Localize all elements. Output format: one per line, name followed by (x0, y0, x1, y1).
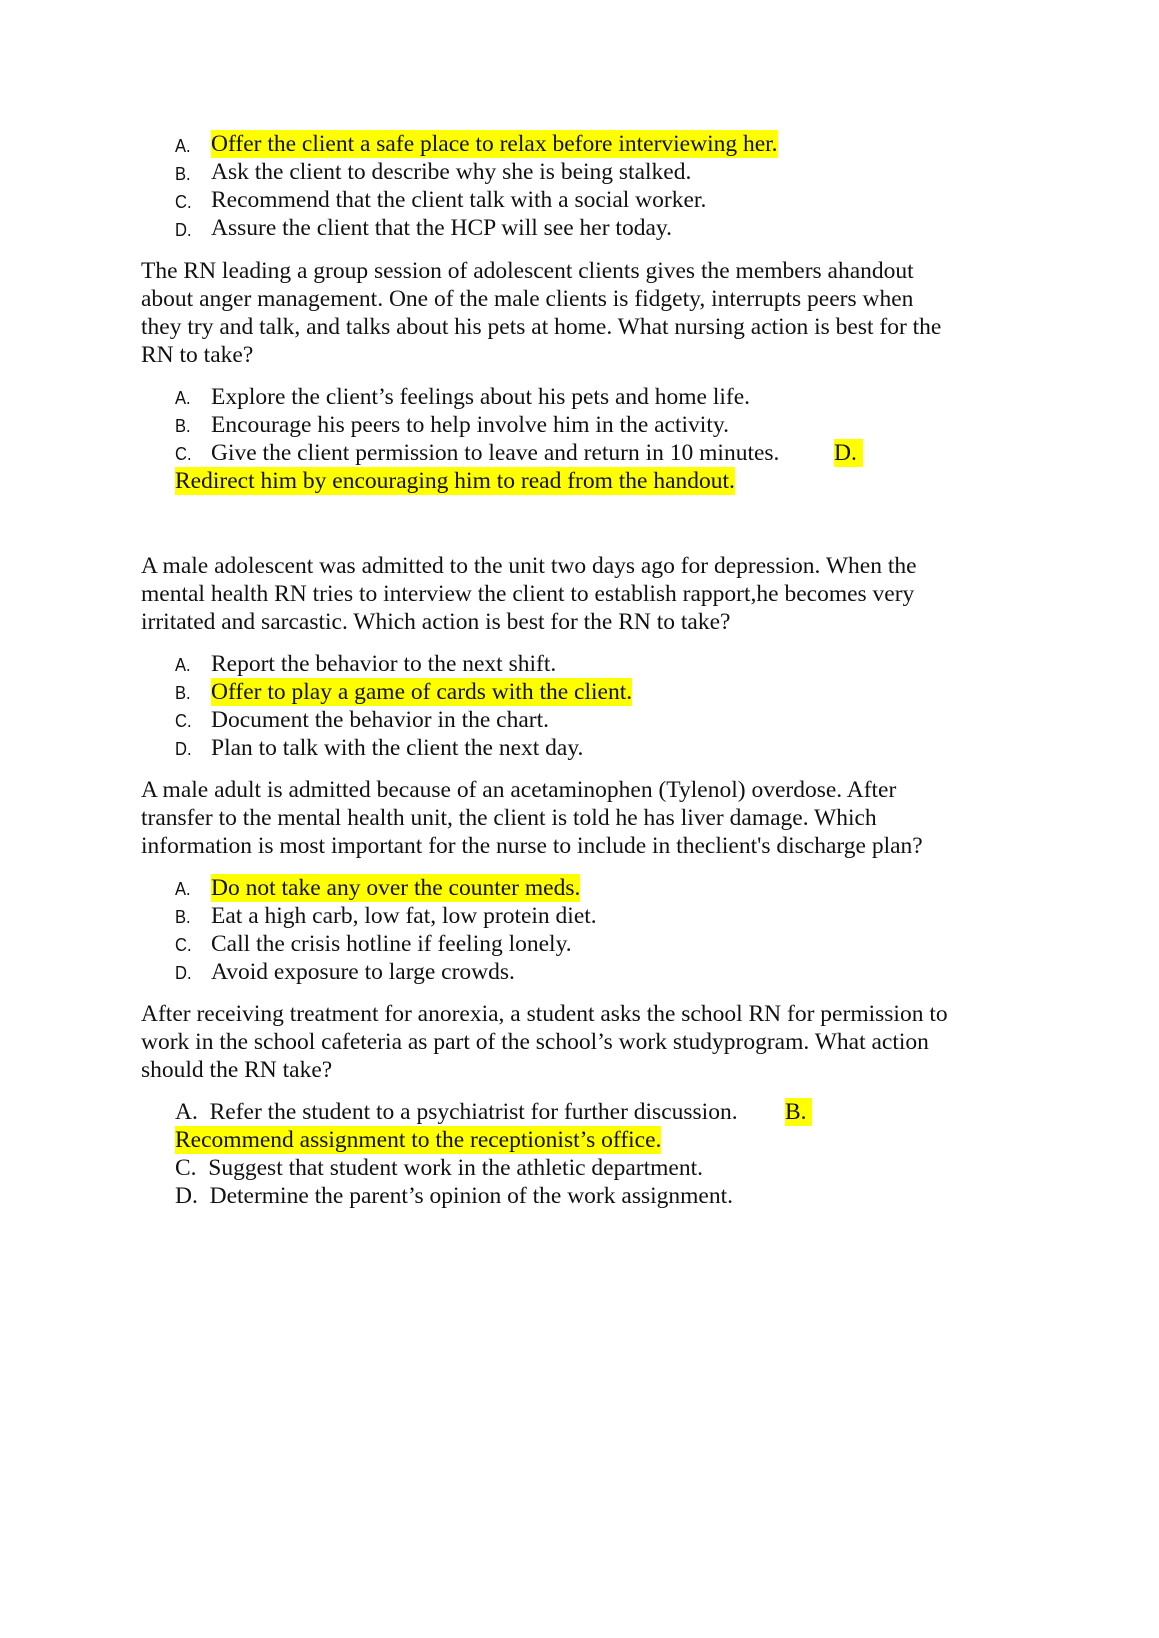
option-letter: A. (175, 388, 191, 408)
question-stem-line: work in the school cafeteria as part of the school’s work studyprogram. What action (141, 1029, 929, 1055)
option-text: A. Refer the student to a psychiatrist for further discussion. (175, 1099, 738, 1125)
option-text-highlighted: Do not take any over the counter meds. (211, 875, 581, 901)
question-stem-line: irritated and sarcastic. Which action is best for the RN to take? (141, 609, 731, 635)
question-stem-line: about anger management. One of the male clients is fidgety, interrupts peers when (141, 286, 914, 312)
option-letter: D. (175, 739, 192, 759)
question-stem-line: A male adolescent was admitted to the unit two days ago for depression. When the (141, 553, 917, 579)
option-letter: B. (175, 416, 191, 436)
question-stem-line: A male adult is admitted because of an acetaminophen (Tylenol) overdose. After (141, 777, 897, 803)
option-text-highlighted: Offer to play a game of cards with the client. (211, 679, 633, 705)
question-stem-line: The RN leading a group session of adolescent clients gives the members ahandout (141, 258, 914, 284)
option-text: Explore the client’s feelings about his pets and home life. (211, 384, 751, 410)
option-text: Encourage his peers to help involve him in the activity. (211, 412, 729, 438)
option-letter: C. (175, 444, 192, 464)
question-stem-line: RN to take? (141, 342, 254, 368)
option-text-highlighted: Offer the client a safe place to relax before interviewing her. (211, 131, 778, 157)
option-text: C. Suggest that student work in the athletic department. (175, 1155, 703, 1181)
option-text: Document the behavior in the chart. (211, 707, 550, 733)
option-text: Avoid exposure to large crowds. (211, 959, 515, 985)
option-text: Eat a high carb, low fat, low protein diet. (211, 903, 597, 929)
option-text: Ask the client to describe why she is being stalked. (211, 159, 692, 185)
question-stem-line: transfer to the mental health unit, the client is told he has liver damage. Which (141, 805, 877, 831)
option-letter: C. (175, 935, 192, 955)
question-stem-line: they try and talk, and talks about his pets at home. What nursing action is best for the (141, 314, 942, 340)
option-text: Give the client permission to leave and return in 10 minutes. (211, 440, 780, 466)
option-letter: A. (175, 136, 191, 156)
answer-option-start: B. (785, 1099, 813, 1125)
option-letter: B. (175, 683, 191, 703)
option-letter: D. (175, 963, 192, 983)
option-letter: D. (175, 220, 192, 240)
question-stem-line: mental health RN tries to interview the client to establish rapport,he becomes very (141, 581, 915, 607)
option-letter: B. (175, 164, 191, 184)
answer-option-continuation: Recommend assignment to the receptionist’s office. (175, 1127, 662, 1153)
option-text: Assure the client that the HCP will see her today. (211, 215, 672, 241)
option-text: D. Determine the parent’s opinion of the work assignment. (175, 1183, 733, 1209)
answer-option-start: D. (834, 440, 863, 466)
option-letter: A. (175, 655, 191, 675)
question-stem-line: After receiving treatment for anorexia, a student asks the school RN for permission to (141, 1001, 948, 1027)
option-letter: B. (175, 907, 191, 927)
option-letter: A. (175, 879, 191, 899)
question-stem-line: should the RN take? (141, 1057, 333, 1083)
option-text: Plan to talk with the client the next day. (211, 735, 584, 761)
option-letter: C. (175, 192, 192, 212)
option-letter: C. (175, 711, 192, 731)
option-text: Report the behavior to the next shift. (211, 651, 557, 677)
option-text: Call the crisis hotline if feeling lonely. (211, 931, 572, 957)
question-stem-line: information is most important for the nurse to include in theclient's discharge plan? (141, 833, 923, 859)
option-text: Recommend that the client talk with a social worker. (211, 187, 707, 213)
answer-option-continuation: Redirect him by encouraging him to read from the handout. (175, 468, 735, 494)
